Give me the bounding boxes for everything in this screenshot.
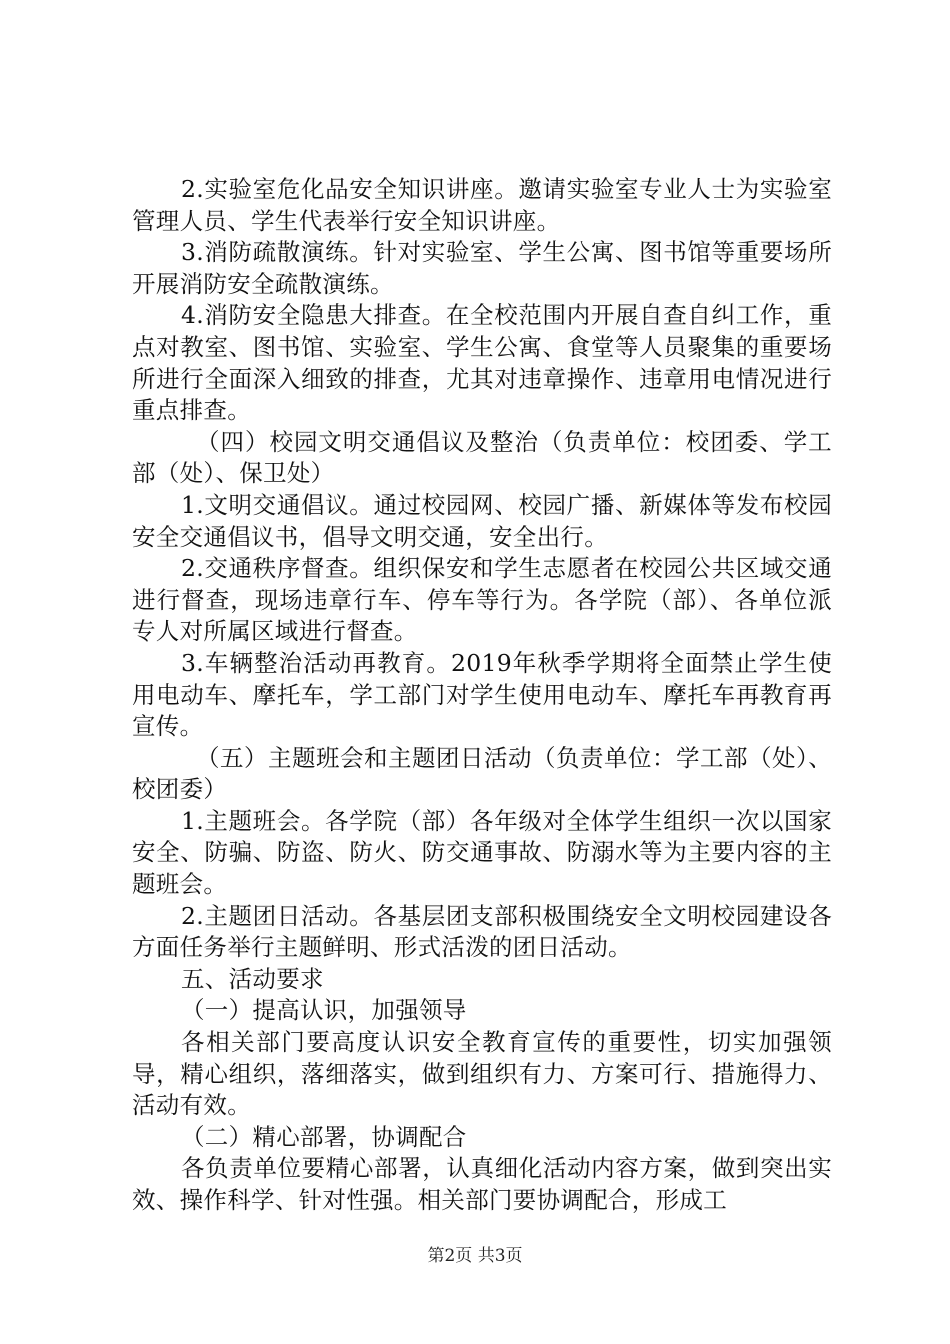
paragraph-league-day-activity: 2.主题团日活动。各基层团支部积极围绕安全文明校园建设各方面任务举行主题鲜明、形式活泼的团日活动。: [132, 901, 832, 962]
paragraph-careful-deployment: 各负责单位要精心部署，认真细化活动内容方案，做到突出实效、操作科学、针对性强。相关部门要协调配合，形成工: [132, 1154, 832, 1214]
document-body: [132, 174, 832, 1217]
paragraph-traffic-initiative: 1.文明交通倡议。通过校园网、校园广播、新媒体等发布校园安全交通倡议书，倡导文明交通，安全出行。: [132, 490, 832, 551]
paragraph-fire-hazard-inspection: 4.消防安全隐患大排查。在全校范围内开展自查自纠工作，重点对教室、图书馆、实验室、学生公寓、食堂等人员聚集的重要场所进行全面深入细致的排查，尤其对违章操作、违章用电情况进行重点排查。: [132, 301, 832, 425]
paragraph-lab-chemical-lecture: 2.实验室危化品安全知识讲座。邀请实验室专业人士为实验室管理人员、学生代表举行安全知识讲座。: [132, 175, 832, 235]
section-heading-campus-traffic: （四）校园文明交通倡议及整治（负责单位：校团委、学工部（处）、保卫处）: [132, 427, 832, 488]
subheading-careful-deployment: （二）精心部署，协调配合: [181, 1122, 467, 1151]
paragraph-traffic-order-inspection: 2.交通秩序督查。组织保安和学生志愿者在校园公共区域交通进行督查，现场违章行车、停车等行为。各学院（部）、各单位派专人对所属区域进行督查。: [132, 554, 832, 646]
subheading-raise-awareness: （一）提高认识，加强领导: [181, 996, 467, 1025]
paragraph-theme-class-meeting: 1.主题班会。各学院（部）各年级对全体学生组织一次以国家安全、防骗、防盗、防火、防交通事故、防溺水等为主要内容的主题班会。: [132, 806, 832, 899]
paragraph-raise-awareness: 各相关部门要高度认识安全教育宣传的重要性，切实加强领导，精心组织，落细落实，做到组织有力、方案可行、措施得力、活动有效。: [132, 1028, 832, 1120]
paragraph-vehicle-reeducation: 3.车辆整治活动再教育。2019年秋季学期将全面禁止学生使用电动车、摩托车，学工部门对学生使用电动车、摩托车再教育再宣传。: [132, 648, 832, 741]
page-number-footer: 第2页 共3页: [427, 1246, 523, 1266]
section-heading-activity-requirements: 五、活动要求: [181, 964, 324, 993]
section-heading-theme-class-meeting: （五）主题班会和主题团日活动（负责单位：学工部（处）、校团委）: [132, 743, 832, 804]
paragraph-fire-evacuation-drill: 3.消防疏散演练。针对实验室、学生公寓、图书馆等重要场所开展消防安全疏散演练。: [132, 238, 832, 298]
